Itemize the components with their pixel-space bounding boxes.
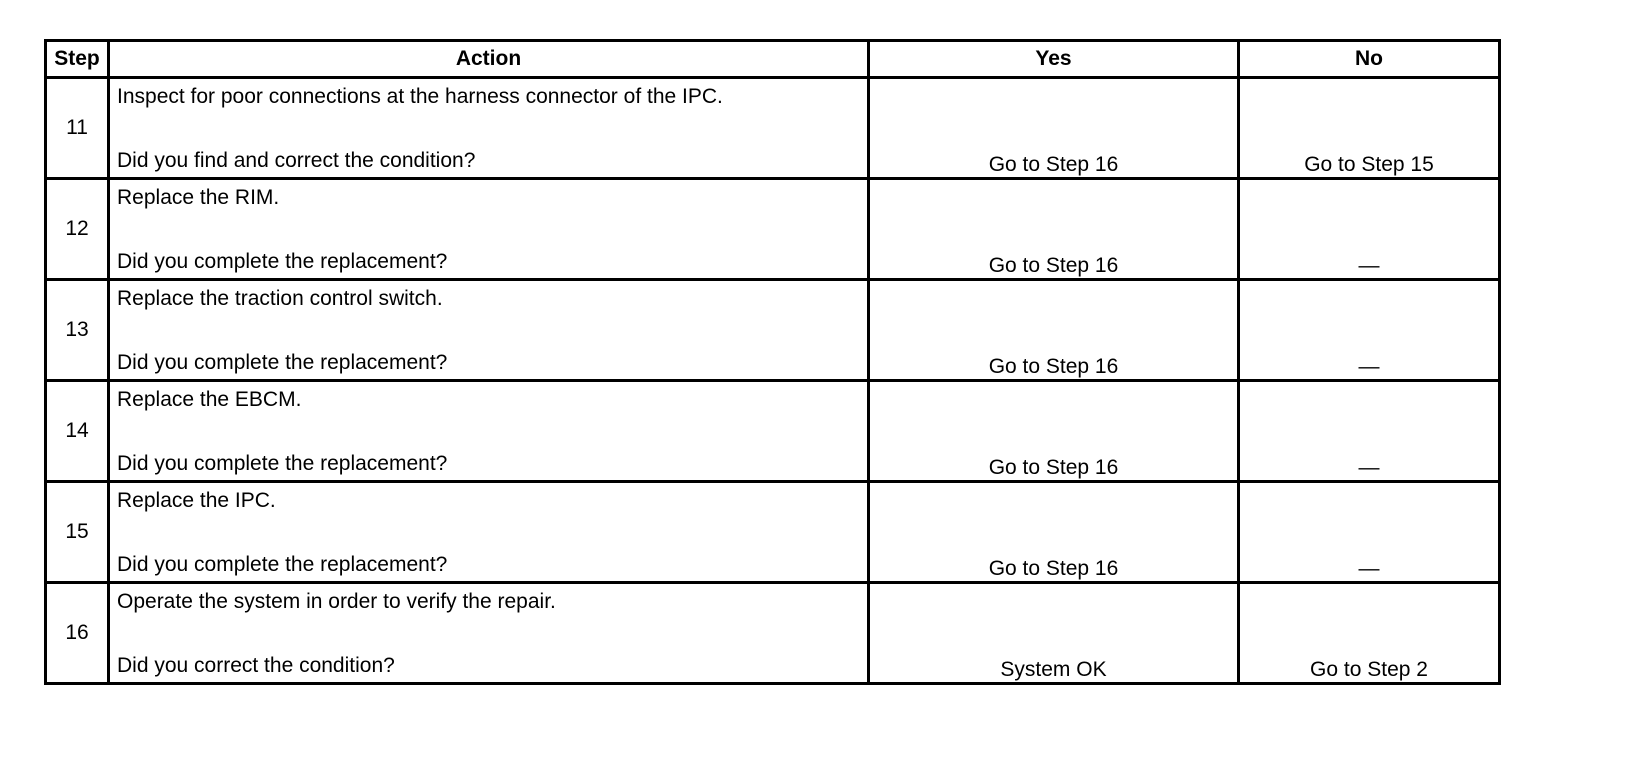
action-instruction: Replace the RIM. [117,186,280,209]
table-row [46,179,1500,280]
no-result: — [1239,482,1500,583]
table-row [46,280,1500,381]
action-question: Did you complete the replacement? [117,553,448,576]
action-question: Did you correct the condition? [117,654,395,677]
step-number: 12 [46,179,109,280]
step-number: 16 [46,583,109,684]
no-result: — [1239,179,1500,280]
action-question: Did you complete the replacement? [117,250,448,273]
table-row [46,482,1500,583]
diagnostic-table [44,39,1501,685]
table-row [46,381,1500,482]
no-result: — [1239,381,1500,482]
no-result: — [1239,280,1500,381]
step-number: 15 [46,482,109,583]
header-yes: Yes [869,41,1239,78]
action-question: Did you complete the replacement? [117,452,448,475]
yes-result: Go to Step 16 [869,179,1239,280]
table-row [46,78,1500,179]
header-no: No [1239,41,1500,78]
no-result: Go to Step 2 [1239,583,1500,684]
action-cell [109,381,869,482]
yes-result: Go to Step 16 [869,482,1239,583]
action-instruction: Operate the system in order to verify the repair. [117,590,556,613]
action-instruction: Inspect for poor connections at the harness connector of the IPC. [117,85,723,108]
action-instruction: Replace the IPC. [117,489,276,512]
yes-result: Go to Step 16 [869,381,1239,482]
action-question: Did you find and correct the condition? [117,149,476,172]
action-instruction: Replace the traction control switch. [117,287,443,310]
action-instruction: Replace the EBCM. [117,388,302,411]
action-cell [109,280,869,381]
step-number: 11 [46,78,109,179]
table-row [46,583,1500,684]
no-result: Go to Step 15 [1239,78,1500,179]
step-number: 14 [46,381,109,482]
yes-result: Go to Step 16 [869,280,1239,381]
yes-result: System OK [869,583,1239,684]
header-action: Action [109,41,869,78]
header-row [46,41,1500,78]
action-cell [109,583,869,684]
header-step: Step [46,41,109,78]
action-cell [109,482,869,583]
yes-result: Go to Step 16 [869,78,1239,179]
step-number: 13 [46,280,109,381]
action-cell [109,179,869,280]
action-question: Did you complete the replacement? [117,351,448,374]
action-cell [109,78,869,179]
